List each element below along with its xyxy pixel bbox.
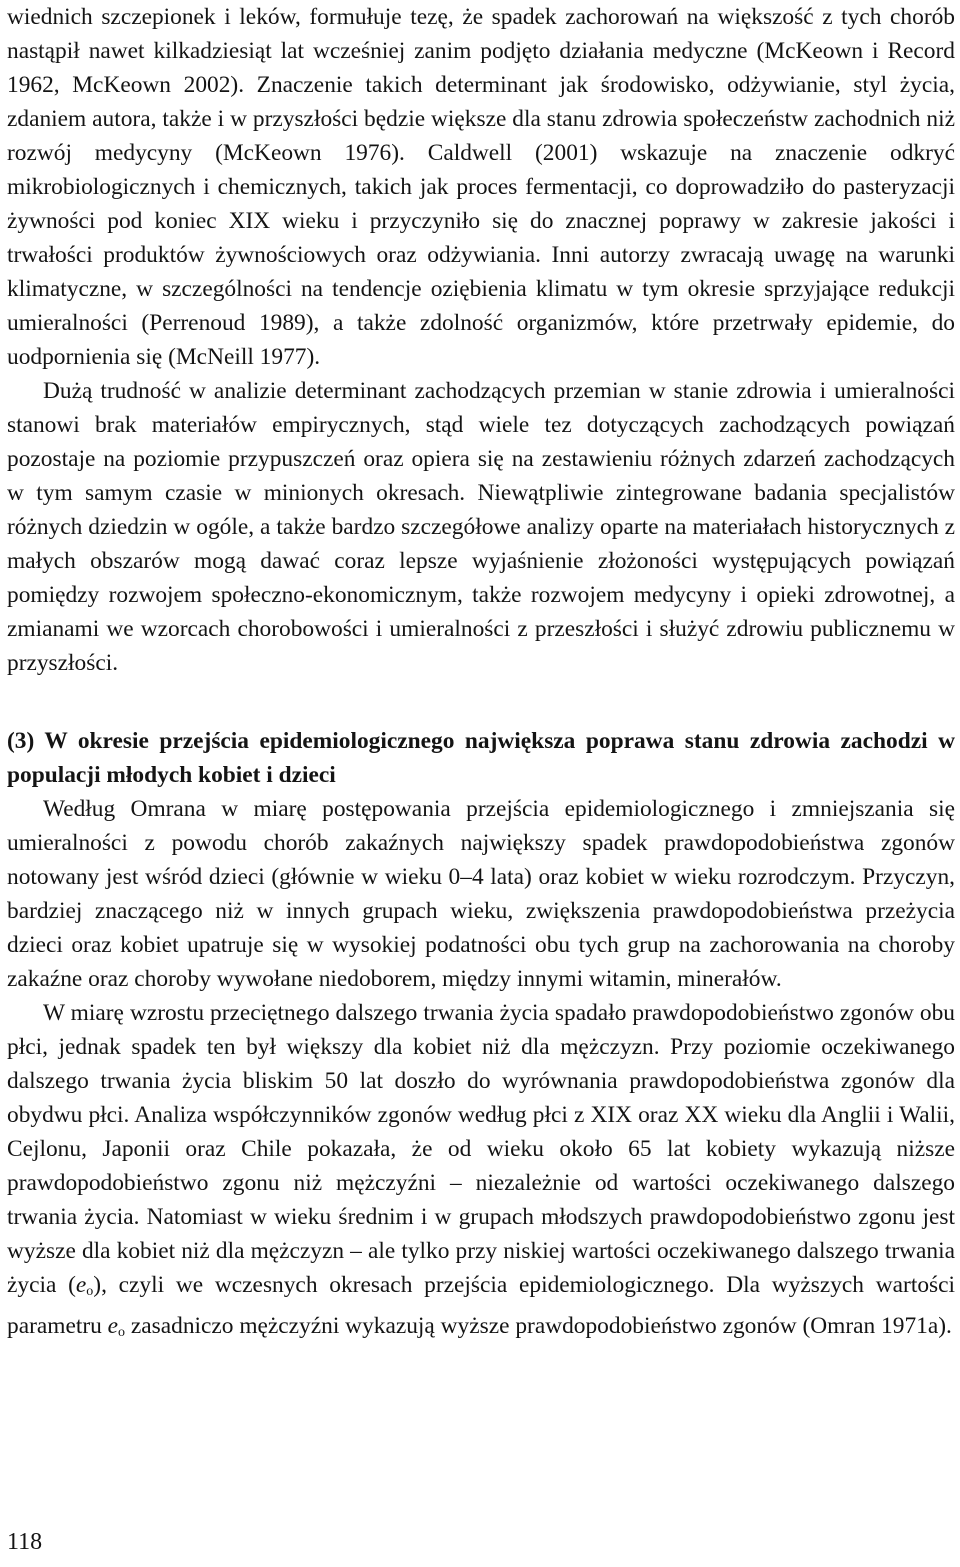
life-expectancy-symbol: e [75, 1272, 87, 1298]
document-page [7, 0, 955, 1350]
paragraph: Według Omrana w miarę postępowania przejścia epidemiologicznego i zmniejszania się umieralności z powodu chorób zakaźnych największy spadek prawdopodobieństwa zgonów notowany jest wśród dzieci (głównie w wieku 0–4 lata) oraz kobiet w wieku rozrodczym. Przyczyn, bardziej znaczącego niż w innych grupach wieku, zwiększenia prawdopodobieństwa przeżycia dzieci oraz kobiet upatruje się w wysokiej podatności obu tych grup na zachorowania na choroby zakaźne oraz choroby wywołane niedoborem, między innymi witamin, minerałów. [7, 796, 955, 992]
paragraph: wiednich szczepionek i leków, formułuje tezę, że spadek zachorowań na większość z tych chorób nastąpił nawet kilkadziesiąt lat wcześniej zanim podjęto działania medyczne (McKeown i Record 1962, McKeown 2002). Znaczenie takich determinant jak środowisko, odżywianie, styl życia, zdaniem autora, także i w przyszłości będzie większe dla stanu zdrowia społeczeństw zachodnich niż rozwój medycyny (McKeown 1976). Caldwell (2001) wskazuje na znaczenie odkryć mikrobiologicznych i chemicznych, takich jak proces fermentacji, co doprowadziło do pasteryzacji żywności pod koniec XIX wieku i przyczyniło się do znacznej poprawy w zakresie jakości i trwałości produktów żywnościowych oraz odżywiania. Inni autorzy zwracają uwagę na warunki klimatyczne, w szczególności na tendencje oziębienia klimatu w tym okresie sprzyjające redukcji umieralności (Perrenoud 1989), a także zdolność organizmów, które przetrwały epidemie, do uodpornienia się (McNeill 1977). [7, 4, 955, 370]
page-number: 118 [7, 1529, 43, 1555]
life-expectancy-symbol: e [107, 1313, 119, 1339]
paragraph-text: zasadniczo mężczyźni wykazują wyższe prawdopodobieństwo zgonów (Omran 1971a). [125, 1313, 952, 1339]
paragraph-text: ), czyli we wczesnych okresach przejścia epidemiologicznego. Dla wyższych wartości parametru [7, 1272, 955, 1339]
section-heading: (3) W okresie przejścia epidemiologicznego największa poprawa stanu zdrowia zachodzi w populacji młodych kobiet i dzieci [7, 728, 955, 788]
paragraph [7, 996, 955, 1350]
life-expectancy-subscript: o [86, 1284, 94, 1299]
paragraph: Dużą trudność w analizie determinant zachodzących przemian w stanie zdrowia i umieralności stanowi brak materiałów empirycznych, stąd wiele tez dotyczących zachodzących powiązań pozostaje na poziomie przypuszczeń oraz opiera się na zestawieniu różnych zdarzeń zachodzących w tym samym czasie w minionych okresach. Niewątpliwie zintegrowane badania specjalistów różnych dziedzin w ogóle, a także bardzo szczegółowe analizy oparte na materiałach historycznych z małych obszarów mogą dawać coraz lepsze wyjaśnienie złożoności występujących powiązań pomiędzy rozwojem społeczno-ekonomicznym, także rozwojem medycyny i opieki zdrowotnej, a zmianami we wzorcach chorobowości i umieralności z przeszłości i służyć zdrowiu publicznemu w przyszłości. [7, 378, 955, 676]
life-expectancy-subscript: o [118, 1325, 126, 1340]
paragraph-text: W miarę wzrostu przeciętnego dalszego trwania życia spadało prawdopodobieństwo zgonów obu płci, jednak spadek ten był większy dla kobiet niż dla mężczyzn. Przy poziomie oczekiwanego dalszego trwania życia bliskim 50 lat doszło do wyrównania prawdopodobieństwa zgonów dla obydwu płci. Analiza współczynników zgonów według płci z XIX oraz XX wieku dla Anglii i Walii, Cejlonu, Japonii oraz Chile pokazała, że od wieku około 65 lat kobiety wykazują niższe prawdopodobieństwo zgonu niż mężczyźni – niezależnie od wartości oczekiwanego dalszego trwania życia. Natomiast w wieku średnim i w grupach młodszych prawdopodobieństwo zgonu jest wyższe dla kobiet niż dla mężczyzn – ale tylko przy niskiej wartości oczekiwanego dalszego trwania życia ( [7, 1000, 955, 1298]
